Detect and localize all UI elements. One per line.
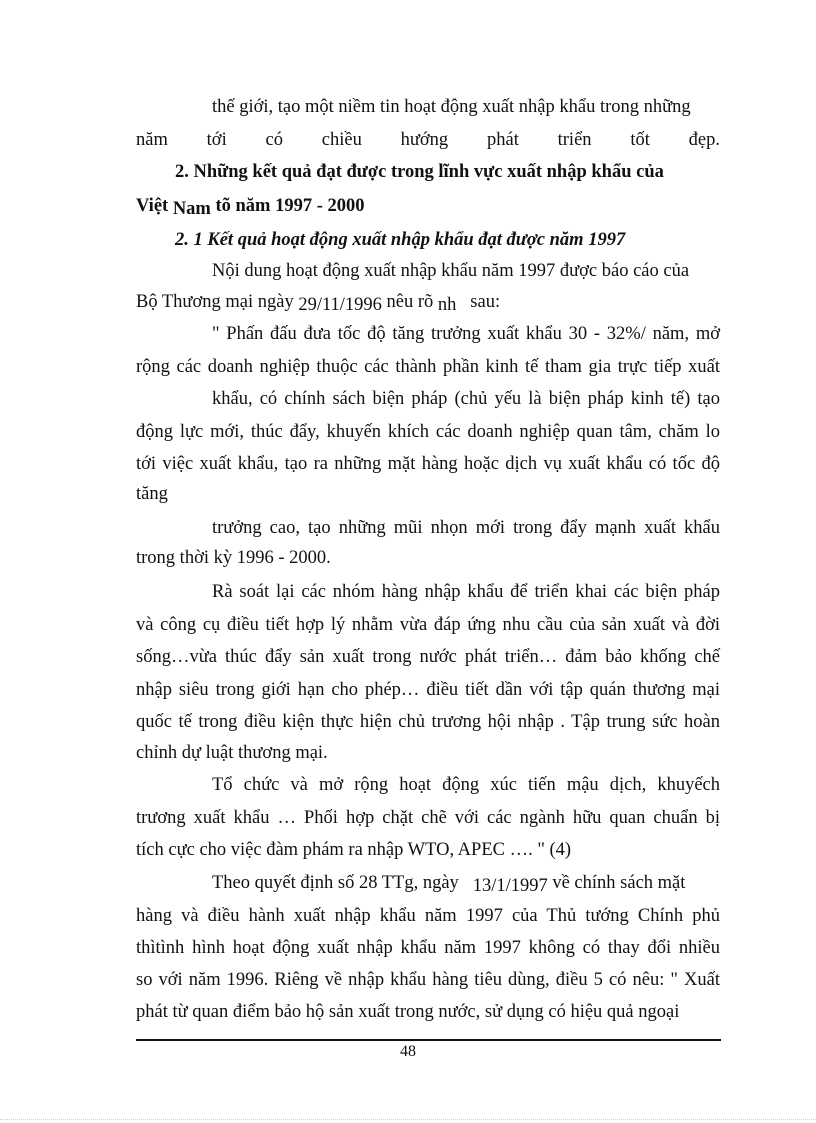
heading-word: tõ năm 1997 - 2000 [215,196,365,216]
section-heading-continued [136,194,720,218]
text-span: Bộ Thương mại ngày [136,292,294,312]
section-heading: 2. Những kết quả đạt được trong lĩnh vực xuất nhập khẩu của [175,162,664,182]
date-text: 13/1/1997 [472,876,548,896]
text-line: phát từ quan điểm bảo hộ sản xuất trong nước, sử dụng có hiệu quả ngoại [136,1002,680,1022]
text-line: trưởng cao, tạo những mũi nhọn mới trong đẩy mạnh xuất khẩu [212,518,720,538]
text-line: hàng và điều hành xuất nhập khẩu năm 1997 của Thủ tướng Chính phủ [136,906,720,926]
text-line: quốc tế trong điều kiện thực hiện chủ trương hội nhập . Tập trung sức hoàn [136,712,720,732]
text-line [136,290,720,314]
text-line: thìtình hình hoạt động xuất nhập khẩu năm 1997 không có thay đổi nhiều [136,938,720,958]
text-line: tới việc xuất khẩu, tạo ra những mặt hàng hoặc dịch vụ xuất khẩu có tốc độ [136,454,720,474]
text-line: chỉnh dự luật thương mại. [136,743,328,763]
text-line: khẩu, có chính sách biện pháp (chủ yếu là biện pháp kinh tế) tạo [212,389,720,409]
text-line: Tổ chức và mở rộng hoạt động xúc tiến mậu dịch, khuyếch [212,775,720,795]
text-line: năm tới có chiều hướng phát triển tốt đẹp. [136,130,720,150]
text-line: thế giới, tạo một niềm tin hoạt động xuất nhập khẩu trong những [212,97,691,117]
text-line: trong thời kỳ 1996 - 2000. [136,548,331,568]
text-line: trương xuất khẩu … Phối hợp chặt chẽ với các ngành hữu quan chuẩn bị [136,808,720,828]
date-text: 29/11/1996 [298,295,382,315]
text-span: Theo quyết định số 28 TTg, ngày [212,873,459,893]
text-line: so với năm 1996. Riêng về nhập khẩu hàng tiêu dùng, điều 5 có nêu: " Xuất [136,970,720,990]
footer-rule [136,1039,721,1041]
page-edge-divider [0,1119,816,1120]
text-line: tích cực cho việc đàm phám ra nhập WTO, APEC …. " (4) [136,840,572,860]
text-span: nêu rõ [386,292,434,312]
text-line: Nội dung hoạt động xuất nhập khẩu năm 1997 được báo cáo của [212,261,690,281]
text-line: rộng các doanh nghiệp thuộc các thành phần kinh tế tham gia trực tiếp xuất [136,357,720,377]
text-span: sau: [470,292,501,312]
text-line: sống…vừa thúc đẩy sản xuất trong nước phát triển… đảm bảo khống chế [136,647,720,667]
text-line: tăng [136,484,168,504]
text-line [212,871,720,895]
text-line: " Phấn đấu đưa tốc độ tăng trưởng xuất khẩu 30 - 32%/ năm, mở [212,324,720,344]
text-line: nhập siêu trong giới hạn cho phép… điều tiết dần với tập quán thương mại [136,680,720,700]
text-line: Rà soát lại các nhóm hàng nhập khẩu để triển khai các biện pháp [212,582,720,602]
heading-word: Nam [172,199,211,219]
heading-word: Việt [136,196,169,216]
text-span: nh [437,295,457,315]
text-line: và công cụ điều tiết hợp lý nhằm vừa đáp ứng nhu cầu của sản xuất và đời [136,615,720,635]
subsection-heading: 2. 1 Kết quả hoạt động xuất nhập khẩu đạt được năm 1997 [175,230,626,250]
text-line: động lực mới, thúc đẩy, khuyến khích các doanh nghiệp quan tâm, chăm lo [136,422,720,442]
page-number: 48 [400,1043,416,1060]
text-span: về chính sách mặt [552,873,686,893]
